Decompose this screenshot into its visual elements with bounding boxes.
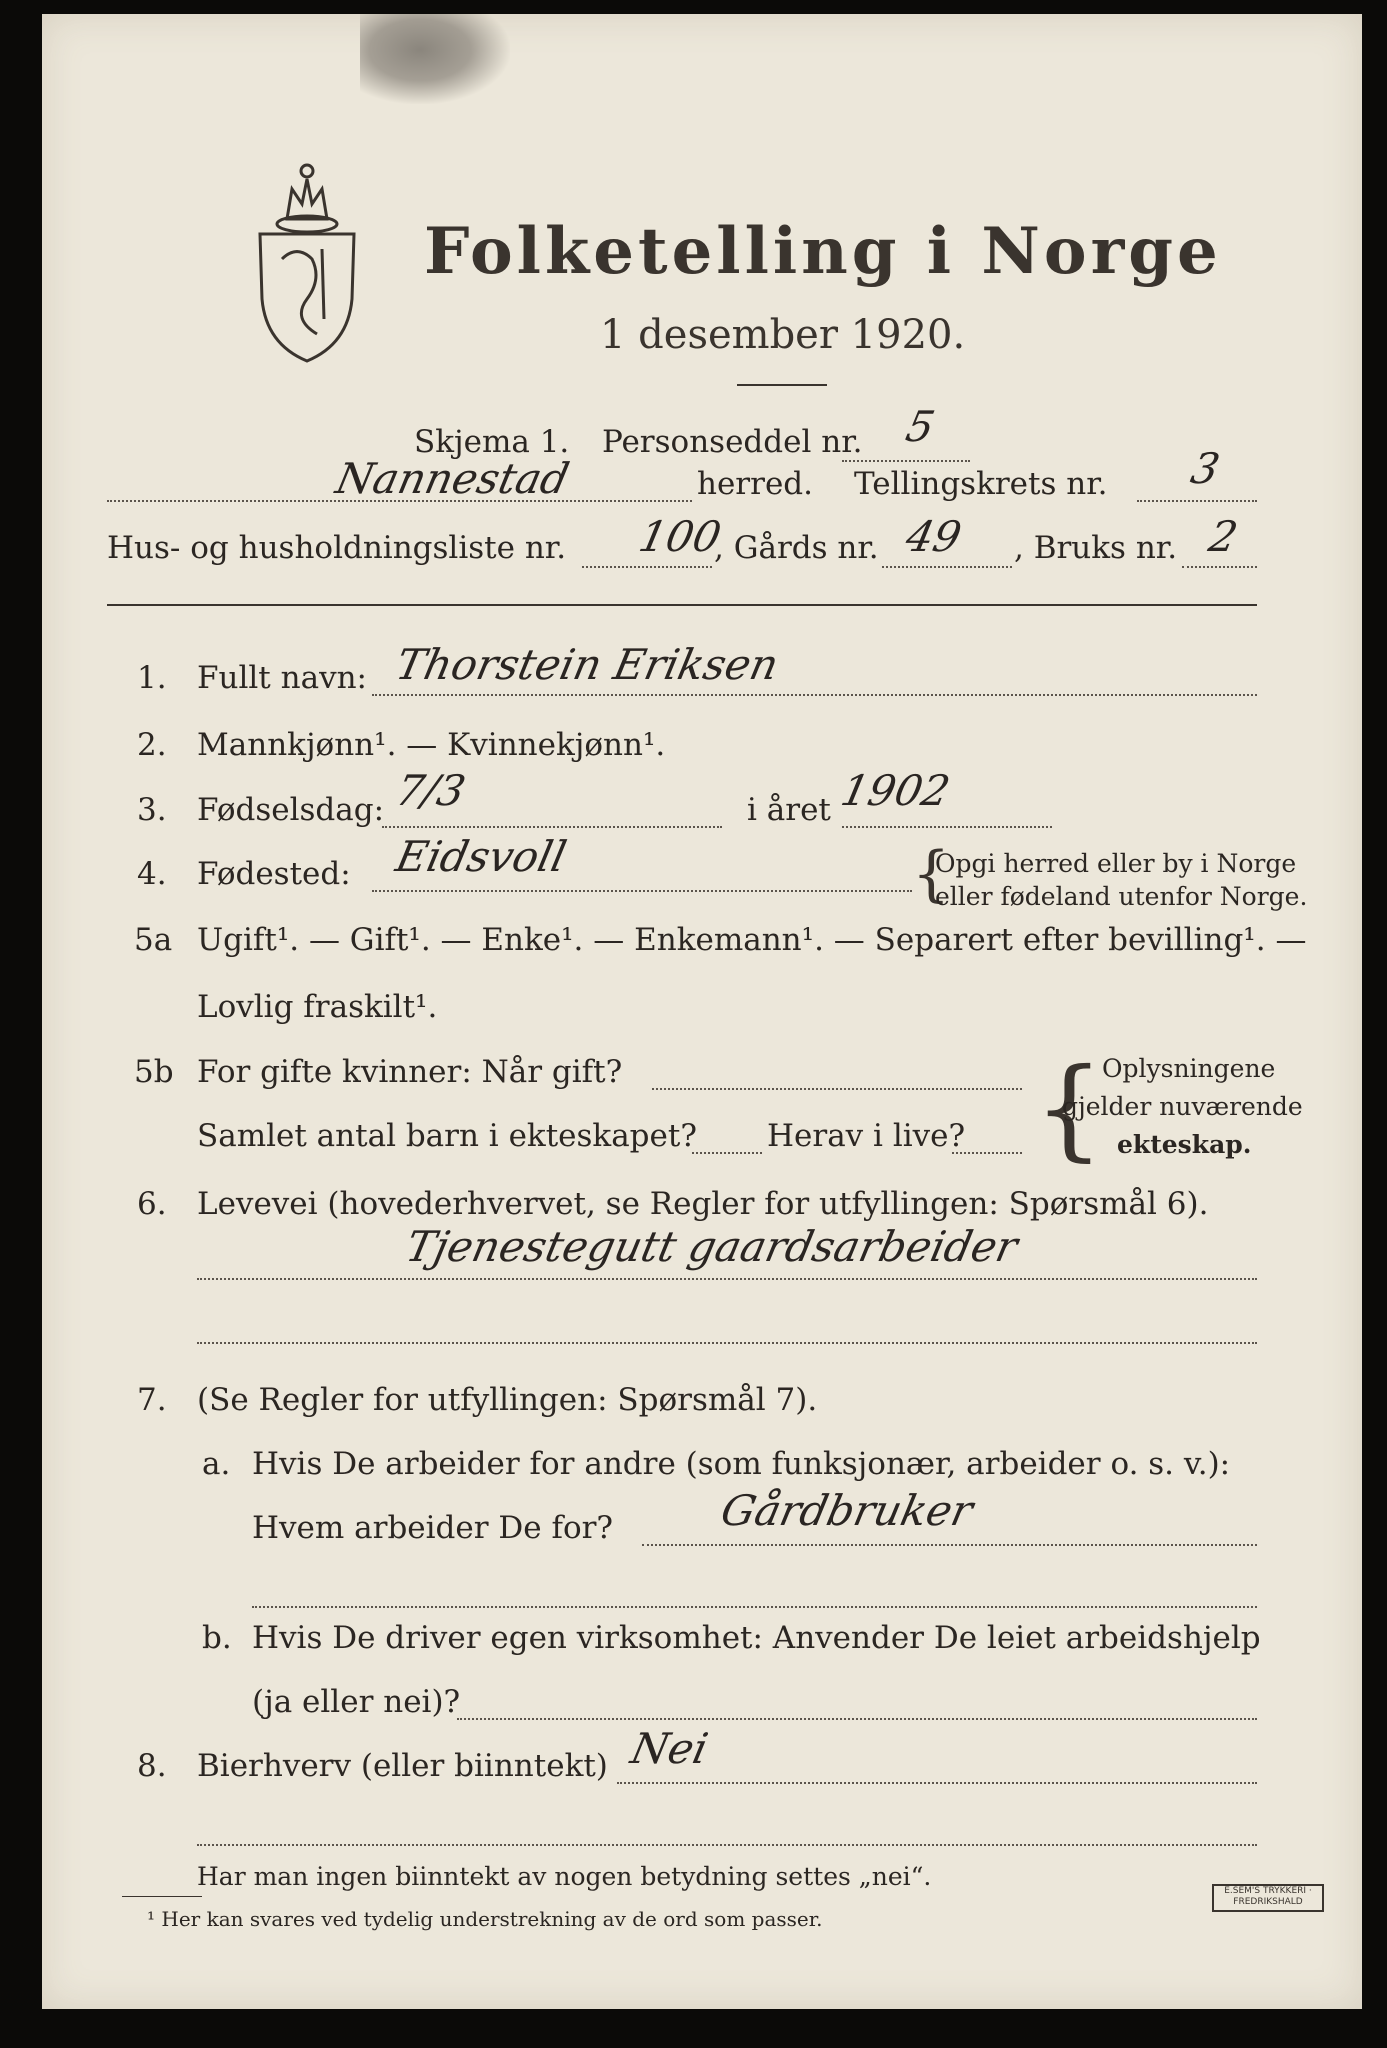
q7a-value: Gårdbruker [716,1486,978,1535]
tellingskrets-label: Tellingskrets nr. [854,466,1108,502]
coat-of-arms-icon [252,149,362,369]
q3-label: Fødselsdag: [197,792,385,828]
footnote: ¹ Her kan svares ved tydelig understrekning av de ord som passer. [147,1907,823,1931]
q8-value: Nei [626,1724,713,1773]
hus-value: 100 [634,512,726,561]
biinntekt-note: Har man ingen biinntekt av nogen betydning settes „nei“. [197,1862,932,1891]
q5b-text-2: Samlet antal barn i ekteskapet? [197,1118,697,1154]
header-rule [107,604,1257,606]
form-date: 1 desember 1920. [600,312,966,358]
tellingskrets-value: 3 [1186,444,1224,493]
q5a-text-1: Ugift¹. — Gift¹. — Enke¹. — Enkemann¹. — Separert efter bevilling¹. — [197,922,1307,958]
q6-value: Tjenestegutt gaardsarbeider [401,1222,1022,1271]
title-divider [737,384,827,386]
q5b-note-1: Oplysningene [1102,1054,1276,1083]
gards-value: 49 [901,512,966,561]
q5b-text-1: For gifte kvinner: Når gift? [197,1054,623,1090]
q1-value: Thorstein Eriksen [391,640,783,689]
personseddel-value: 5 [901,402,939,451]
q6-text: Levevei (hovederhvervet, se Regler for utfyllingen: Spørsmål 6). [197,1186,1209,1222]
q4-note-1: Opgi herred eller by i Norge [935,849,1297,878]
q7a-text-1: Hvis De arbeider for andre (som funksjonær, arbeider o. s. v.): [252,1446,1231,1482]
printer-stamp: E.SEM'S TRYKKERI · FREDRIKSHALD [1212,1884,1324,1912]
census-form: Folketelling i Norge 1 desember 1920. Skjema 1. Personseddel nr. 5 Nannestad herred. Tellingskrets nr. 3 Hus- og husholdningsliste nr. 100 , Gårds nr. 49 , Bruks nr. 2 1. Fullt navn: Thorstein Eriksen 2. Mannkjønn¹. — Kvinnekjønn¹. 3. Fødselsdag: 7/3 i året 1902 4. Fødested: Eidsvoll { Opgi herred eller by i Norge eller fødeland utenfor Norge. 5a Ugift¹. — Gift¹. — Enke¹. — Enkemann¹. — Separert efter bevilling¹. — Lovlig fraskilt¹. 5b For gifte kvinner: Når gift? Samlet antal barn i ekteskapet? Herav i live? { Oplysningene gjelder nuværende ekteskap. 6. Levevei (hovederhvervet, se Regler for utfyllingen: Spørsmål 6). Tjenestegutt gaardsarbeider 7. (Se Regler for utfyllingen: Spørsmål 7). a. Hvis De arbeider for andre (som funksjonær, arbeider o. s. v.): Hvem arbeider De for? Gårdbruker b. Hvis De driver egen virksomhet: Anvender De leiet arbeidshjelp (ja eller nei)? 8. Bierhverv (eller biinntekt) Nei Har man ingen biinntekt av nogen betydning settes „nei“. ¹ Her kan svares ved tydelig understrekning av de ord som passer. E.SEM'S TRYKKERI · FREDRIKSHALD [42,14,1362,2009]
personseddel-label: Personseddel nr. [602,424,863,460]
hus-label: Hus- og husholdningsliste nr. [107,530,567,566]
q7b-text-1: Hvis De driver egen virksomhet: Anvender De leiet arbeidshjelp [252,1620,1261,1656]
form-title: Folketelling i Norge [424,214,1222,289]
q5b-text-3: Herav i live? [767,1118,966,1154]
q8-label: Bierhverv (eller biinntekt) [197,1748,608,1784]
q5a-text-2: Lovlig fraskilt¹. [197,989,438,1025]
gards-label: , Gårds nr. [714,530,879,566]
bruks-value: 2 [1204,512,1242,561]
q4-value: Eidsvoll [391,832,571,881]
schema-label: Skjema 1. [414,424,570,460]
herred-value: Nannestad [331,454,574,503]
q3-value: 7/3 [391,766,470,815]
q7b-text-2: (ja eller nei)? [252,1684,461,1720]
q5b-note-2: gjelder nuværende [1062,1092,1303,1121]
q4-label: Fødested: [197,856,351,892]
bruks-label: , Bruks nr. [1014,530,1178,566]
q2-text: Mannkjønn¹. — Kvinnekjønn¹. [197,727,666,763]
herred-label: herred. [697,466,813,502]
q7-text: (Se Regler for utfyllingen: Spørsmål 7). [197,1382,818,1418]
q7a-text-2: Hvem arbeider De for? [252,1510,614,1546]
q5b-note-3: ekteskap. [1117,1130,1252,1159]
q1-label: Fullt navn: [197,660,367,696]
ink-smudge [360,14,510,104]
q3-year-label: i året [747,792,831,828]
q3-year-value: 1902 [836,766,955,815]
q4-note-2: eller fødeland utenfor Norge. [935,882,1308,911]
